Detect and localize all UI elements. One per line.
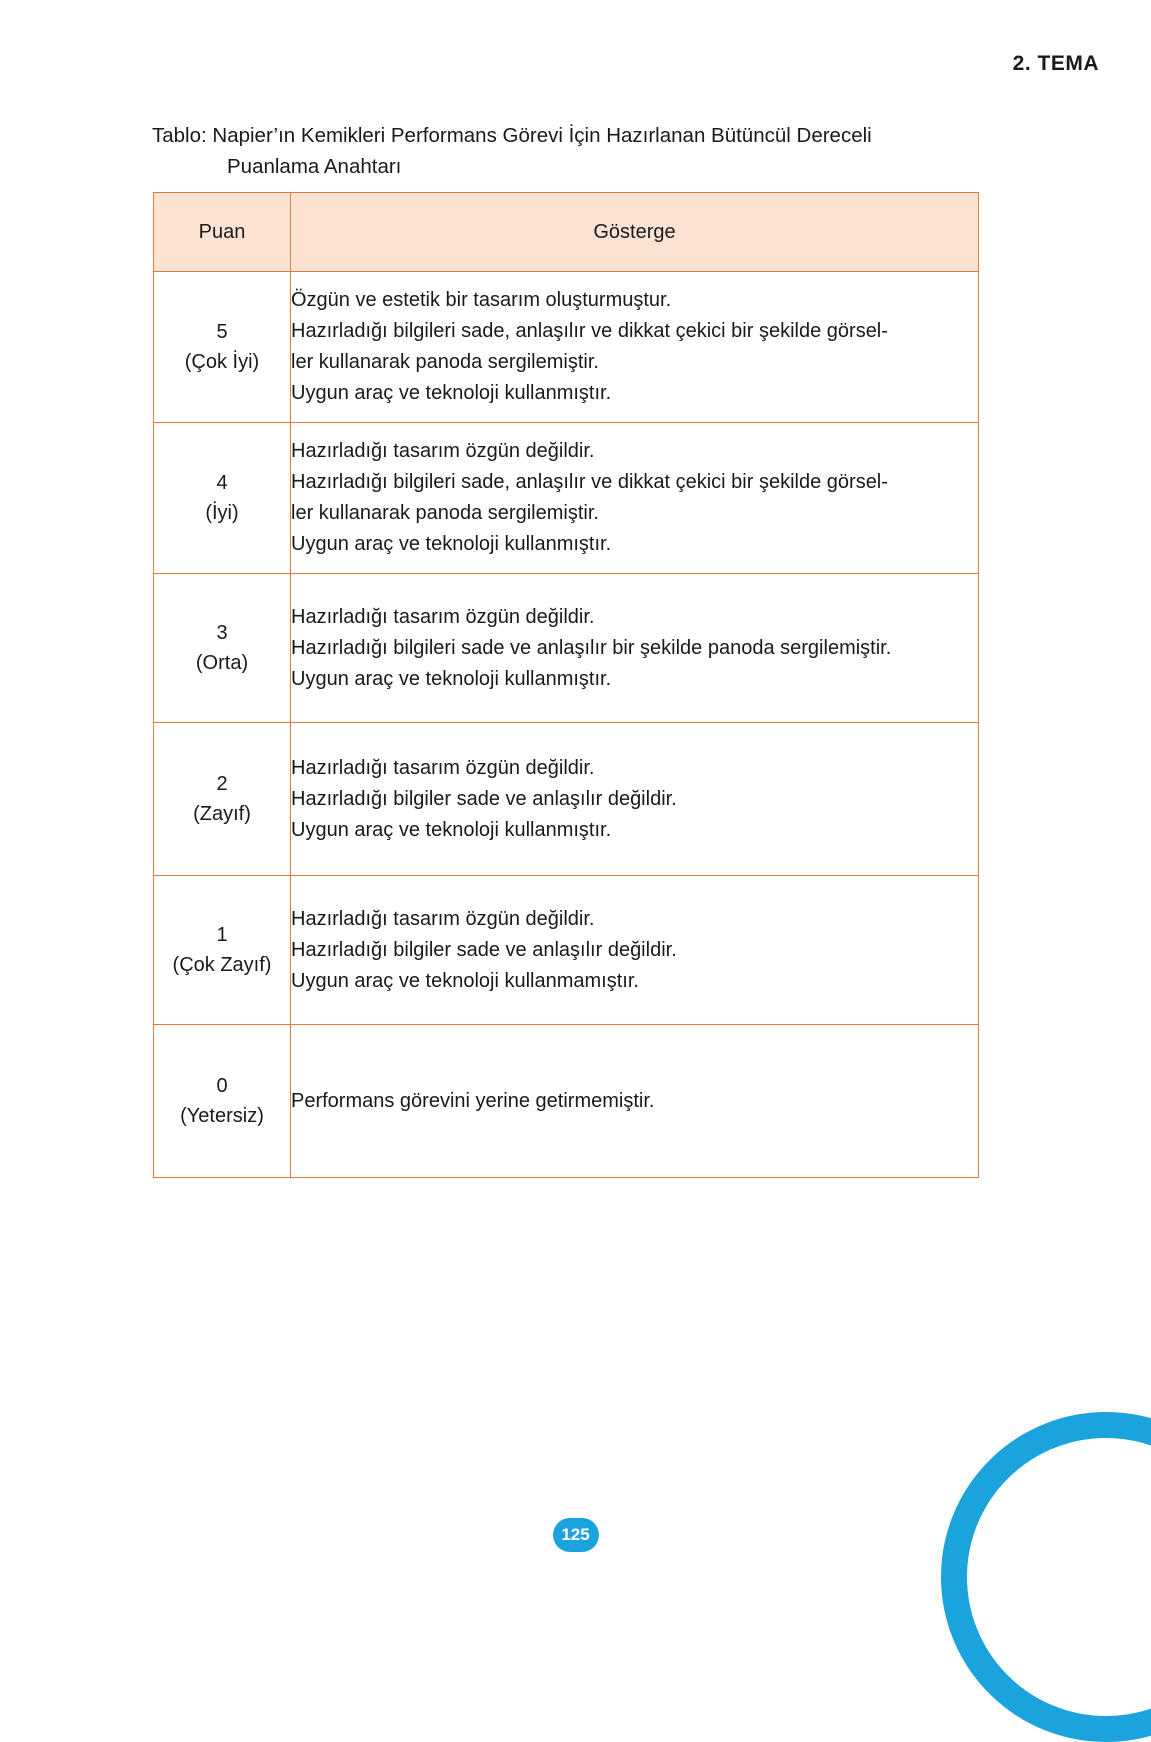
score-cell [154, 1025, 291, 1178]
indicator-cell [291, 272, 979, 423]
table-caption-line-1: Tablo: Napier’ın Kemikleri Performans Görevi İçin Hazırlanan Bütüncül Dereceli [152, 124, 872, 147]
indicator-cell [291, 723, 979, 876]
table-row [154, 423, 979, 574]
indicator-cell [291, 876, 979, 1025]
score-cell [154, 272, 291, 423]
indicator-line: Hazırladığı tasarım özgün değildir. [291, 756, 595, 779]
indicator-cell [291, 423, 979, 574]
column-header-score: Puan [154, 193, 291, 272]
rubric-table [153, 192, 979, 1178]
table-caption-line-2: Puanlama Anahtarı [227, 155, 402, 178]
score-label: (Yetersiz) [180, 1105, 264, 1127]
indicator-cell [291, 574, 979, 723]
table-row [154, 1025, 979, 1178]
score-value: 5 [216, 321, 228, 343]
score-cell [154, 574, 291, 723]
table-body [154, 272, 979, 1178]
indicator-line: Hazırladığı bilgiler sade ve anlaşılır değildir. [291, 938, 677, 961]
score-label: (Zayıf) [193, 803, 251, 825]
page-number-badge: 125 [553, 1518, 599, 1552]
table-row [154, 723, 979, 876]
indicator-line: Uygun araç ve teknoloji kullanmıştır. [291, 667, 612, 690]
indicator-line: Uygun araç ve teknoloji kullanmıştır. [291, 533, 612, 555]
score-label: (İyi) [205, 502, 239, 524]
score-value: 3 [216, 622, 228, 644]
table-header-row [154, 193, 979, 272]
indicator-line: Hazırladığı tasarım özgün değildir. [291, 907, 595, 930]
indicator-line: Hazırladığı tasarım özgün değildir. [291, 605, 595, 628]
indicator-line: Uygun araç ve teknoloji kullanmıştır. [291, 818, 612, 841]
score-label: (Orta) [195, 652, 249, 674]
indicator-line: Hazırladığı tasarım özgün değildir. [291, 440, 595, 462]
table-row [154, 272, 979, 423]
indicator-line: ler kullanarak panoda sergilemiştir. [291, 351, 599, 373]
indicator-line: Uygun araç ve teknoloji kullanmamıştır. [291, 969, 639, 992]
table-row [154, 574, 979, 723]
score-value: 1 [216, 924, 228, 946]
score-label: (Çok İyi) [184, 351, 260, 373]
score-label: (Çok Zayıf) [172, 954, 272, 976]
indicator-line: Hazırladığı bilgileri sade ve anlaşılır bir şekilde panoda sergilemiştir. [291, 636, 892, 659]
score-value: 2 [216, 773, 228, 795]
indicator-cell [291, 1025, 979, 1178]
score-cell [154, 876, 291, 1025]
table-row [154, 876, 979, 1025]
indicator-line: Uygun araç ve teknoloji kullanmıştır. [291, 382, 612, 404]
column-header-indicator: Gösterge [291, 193, 979, 272]
score-cell [154, 423, 291, 574]
table-caption [152, 120, 992, 182]
decorative-arc [941, 1412, 1151, 1742]
indicator-line: Özgün ve estetik bir tasarım oluşturmuştur. [291, 289, 672, 311]
score-value: 0 [216, 1075, 228, 1097]
indicator-line: Hazırladığı bilgiler sade ve anlaşılır değildir. [291, 787, 677, 810]
indicator-line: Hazırladığı bilgileri sade, anlaşılır ve dikkat çekici bir şekilde görsel- [291, 320, 888, 342]
score-value: 4 [216, 472, 228, 494]
indicator-line: Performans görevini yerine getirmemiştir. [291, 1089, 655, 1112]
theme-header: 2. TEMA [1012, 52, 1099, 75]
indicator-line: Hazırladığı bilgileri sade, anlaşılır ve dikkat çekici bir şekilde görsel- [291, 471, 888, 493]
score-cell [154, 723, 291, 876]
indicator-line: ler kullanarak panoda sergilemiştir. [291, 502, 599, 524]
table-head [154, 193, 979, 272]
